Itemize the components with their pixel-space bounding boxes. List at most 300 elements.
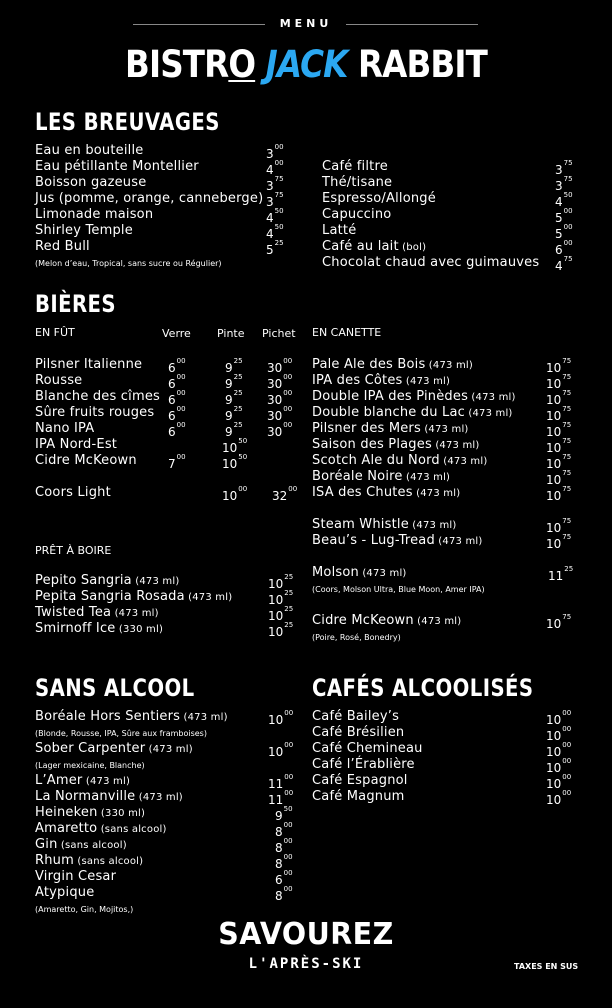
item-price-int: 8 xyxy=(275,889,283,903)
item-price-int: 10 xyxy=(546,489,562,503)
item-name xyxy=(322,255,539,271)
item-name-text: Café Brésilien xyxy=(312,725,405,740)
item-price xyxy=(268,709,293,728)
item-name-text: Amaretto xyxy=(35,821,98,836)
boreale-note: (Blonde, Rousse, IPA, Sûre aux framboises) xyxy=(35,729,207,738)
item-name xyxy=(35,143,144,159)
item-price-int: 10 xyxy=(546,441,562,455)
pint-price-dec: 00 xyxy=(238,485,248,493)
pint-price-int: 10 xyxy=(222,489,238,503)
item-size: (473 ml) xyxy=(111,608,159,619)
item-name-text: Latté xyxy=(322,223,357,238)
item-price-dec: 00 xyxy=(283,853,293,861)
item-price-dec: 00 xyxy=(562,709,572,717)
pint-price-dec: 25 xyxy=(233,421,243,429)
item-name xyxy=(312,389,516,406)
item-name-text: Thé/tisane xyxy=(322,175,393,190)
item-price-dec: 00 xyxy=(274,159,284,167)
item-price-dec: 75 xyxy=(562,373,572,381)
pint-price-dec: 50 xyxy=(238,437,248,445)
item-price-int: 10 xyxy=(546,713,562,727)
item-price-dec: 00 xyxy=(563,207,573,215)
item-name xyxy=(312,773,408,789)
item-name xyxy=(35,373,82,389)
pint-price-dec: 25 xyxy=(233,373,243,381)
item-price xyxy=(548,565,573,584)
item-price-int: 3 xyxy=(555,163,563,177)
item-name-text: Eau en bouteille xyxy=(35,143,144,158)
item-price-int: 5 xyxy=(555,211,563,225)
menu-label: MENU xyxy=(279,17,333,30)
section-title-non-alcoholic: SANS ALCOOL xyxy=(35,674,195,702)
pint-price-int: 9 xyxy=(225,393,233,407)
item-name-text: Café filtre xyxy=(322,159,388,174)
item-size: (473 ml) xyxy=(420,424,469,435)
pitcher-price xyxy=(272,485,297,504)
item-price-dec: 25 xyxy=(274,239,284,247)
item-name xyxy=(35,589,232,606)
pitcher-price-dec: 00 xyxy=(283,373,293,381)
item-price-int: 3 xyxy=(266,195,274,209)
item-size: (473 ml) xyxy=(412,488,461,499)
item-price-int: 4 xyxy=(266,227,274,241)
item-price-dec: 50 xyxy=(274,223,284,231)
item-size: (473 ml) xyxy=(425,360,473,371)
item-price-int: 4 xyxy=(266,163,274,177)
item-name-text: IPA Nord-Est xyxy=(35,437,118,452)
item-price-int: 11 xyxy=(268,777,284,791)
item-price-int: 6 xyxy=(555,243,563,257)
glass-price xyxy=(168,421,186,440)
item-price-dec: 00 xyxy=(284,709,294,717)
glass-price-dec: 00 xyxy=(176,453,186,461)
glass-price xyxy=(168,453,186,472)
pint-price xyxy=(222,453,247,472)
item-price-int: 10 xyxy=(268,609,284,623)
item-name xyxy=(35,573,179,590)
item-price-int: 3 xyxy=(555,179,563,193)
item-price-dec: 00 xyxy=(283,885,293,893)
item-price-int: 10 xyxy=(546,729,562,743)
item-price-dec: 75 xyxy=(563,159,573,167)
item-name-text: Sober Carpenter xyxy=(35,741,146,756)
item-name xyxy=(312,469,450,486)
item-name-text: Café Espagnol xyxy=(312,773,408,788)
item-price-dec: 25 xyxy=(284,573,294,581)
item-name-text: Rhum xyxy=(35,853,74,868)
item-name-text: Molson xyxy=(312,565,359,580)
item-name-text: Scotch Ale du Nord xyxy=(312,453,440,468)
pint-price-int: 10 xyxy=(222,441,238,455)
item-name xyxy=(312,373,450,390)
item-name-text: Espresso/Allongé xyxy=(322,191,436,206)
cidre-note: (Poire, Rosé, Bonedry) xyxy=(312,633,401,642)
item-name-text: Boisson gazeuse xyxy=(35,175,147,190)
item-price-int: 9 xyxy=(275,809,283,823)
item-price-dec: 75 xyxy=(274,175,284,183)
item-price xyxy=(555,255,573,274)
item-name-text: Twisted Tea xyxy=(35,605,112,620)
item-price-dec: 75 xyxy=(562,389,572,397)
item-name-text: Pepito Sangria xyxy=(35,573,132,588)
pitcher-price-int: 30 xyxy=(267,393,283,407)
pitcher-price-dec: 00 xyxy=(283,357,293,365)
item-price-int: 10 xyxy=(546,537,562,551)
item-price-dec: 00 xyxy=(562,725,572,733)
item-name xyxy=(312,517,456,534)
item-name-text: Red Bull xyxy=(35,239,90,254)
item-name xyxy=(312,437,480,454)
item-price-dec: 25 xyxy=(284,605,294,613)
pitcher-price-dec: 00 xyxy=(283,421,293,429)
item-name-text: Heineken xyxy=(35,805,98,820)
item-name xyxy=(35,453,137,469)
pint-price-int: 9 xyxy=(225,377,233,391)
item-name xyxy=(322,239,426,256)
item-size: (sans alcool) xyxy=(97,824,167,835)
footer-title: SAVOUREZ xyxy=(218,917,394,952)
item-price-int: 10 xyxy=(546,761,562,775)
item-name xyxy=(35,869,116,885)
glass-price-int: 6 xyxy=(168,425,176,439)
draft-label: EN FÛT xyxy=(35,326,75,339)
item-name xyxy=(312,405,513,422)
item-size: (330 ml) xyxy=(115,624,164,635)
brand-right: RABBIT xyxy=(357,43,487,86)
item-price-int: 10 xyxy=(546,745,562,759)
item-name-text: Jus (pomme, orange, canneberge) xyxy=(35,191,264,206)
item-price-dec: 25 xyxy=(284,621,294,629)
item-size: (473 ml) xyxy=(413,616,462,627)
item-name xyxy=(35,437,117,453)
item-name xyxy=(35,207,153,223)
item-name-text: Pilsner des Mers xyxy=(312,421,421,436)
draft-col-glass: Verre xyxy=(162,327,191,340)
item-name xyxy=(35,159,199,175)
item-price-int: 11 xyxy=(548,569,564,583)
draft-col-pint: Pinte xyxy=(217,327,245,340)
item-name xyxy=(312,533,482,550)
item-name xyxy=(322,175,392,191)
item-price-dec: 75 xyxy=(562,485,572,493)
ready-label: PRÊT À BOIRE xyxy=(35,544,112,557)
item-price-dec: 50 xyxy=(283,805,293,813)
item-name xyxy=(35,405,154,421)
item-price-dec: 25 xyxy=(564,565,574,573)
item-name xyxy=(35,175,146,191)
taxes-note: TAXES EN SUS xyxy=(514,962,579,971)
item-name xyxy=(35,821,167,838)
item-size: (473 ml) xyxy=(184,592,233,603)
glass-price-int: 7 xyxy=(168,457,176,471)
item-name-text: Capuccino xyxy=(322,207,392,222)
item-price xyxy=(546,533,571,552)
item-name xyxy=(322,223,356,239)
item-name xyxy=(312,453,487,470)
pitcher-price xyxy=(267,421,292,440)
pint-price-int: 9 xyxy=(225,425,233,439)
item-price-int: 10 xyxy=(268,713,284,727)
sober-note: (Lager mexicaine, Blanche) xyxy=(35,761,145,770)
item-name-text: Pilsner Italienne xyxy=(35,357,143,372)
section-title-alcoholic-coffees: CAFÉS ALCOOLISÉS xyxy=(312,674,534,702)
item-price-int: 10 xyxy=(546,777,562,791)
item-price-int: 3 xyxy=(266,179,274,193)
item-price-dec: 25 xyxy=(284,589,294,597)
pint-price-int: 9 xyxy=(225,361,233,375)
item-price-int: 10 xyxy=(546,409,562,423)
item-name xyxy=(35,191,263,207)
pitcher-price-int: 30 xyxy=(267,425,283,439)
section-title-beverages: LES BREUVAGES xyxy=(35,108,220,136)
item-name-text: ISA des Chutes xyxy=(312,485,413,500)
item-price-int: 8 xyxy=(275,825,283,839)
item-price-dec: 00 xyxy=(563,239,573,247)
item-name xyxy=(312,485,460,502)
item-name xyxy=(322,207,391,223)
pint-price-dec: 25 xyxy=(233,405,243,413)
item-price-int: 10 xyxy=(546,793,562,807)
item-size: (473 ml) xyxy=(135,792,183,803)
item-name xyxy=(35,621,163,638)
pint-price xyxy=(222,485,247,504)
item-price-dec: 75 xyxy=(274,191,284,199)
item-name-text: Pale Ale des Bois xyxy=(312,357,426,372)
brand-o: O xyxy=(228,43,256,86)
item-price xyxy=(268,741,293,760)
item-price-dec: 75 xyxy=(562,437,572,445)
item-name xyxy=(35,837,127,854)
item-price-int: 10 xyxy=(546,521,562,535)
item-name-text: Double blanche du Lac xyxy=(312,405,465,420)
brand-jack: JACK xyxy=(265,43,348,86)
pint-price-dec: 25 xyxy=(233,357,243,365)
glass-price-dec: 00 xyxy=(176,373,186,381)
item-price-dec: 00 xyxy=(562,741,572,749)
item-price xyxy=(546,613,571,632)
item-name-text: L’Amer xyxy=(35,773,83,788)
item-name-text: Coors Light xyxy=(35,485,111,500)
item-name-text: IPA des Côtes xyxy=(312,373,403,388)
item-price-dec: 00 xyxy=(562,757,572,765)
pint-price-dec: 50 xyxy=(238,453,248,461)
glass-price-int: 6 xyxy=(168,409,176,423)
item-price-int: 10 xyxy=(546,361,562,375)
item-name-text: Beau’s - Lug-Tread xyxy=(312,533,435,548)
pitcher-price-dec: 00 xyxy=(283,405,293,413)
item-price-int: 4 xyxy=(266,211,274,225)
item-name xyxy=(322,159,388,175)
item-price-dec: 75 xyxy=(562,357,572,365)
item-name-text: Pepita Sangria Rosada xyxy=(35,589,185,604)
item-name xyxy=(312,757,415,773)
item-name xyxy=(35,885,94,901)
item-name-text: Double IPA des Pinèdes xyxy=(312,389,469,404)
pitcher-price-int: 30 xyxy=(267,377,283,391)
item-name xyxy=(35,357,142,373)
item-size: (473 ml) xyxy=(431,440,480,451)
item-size: (473 ml) xyxy=(408,520,457,531)
item-name xyxy=(312,709,399,725)
item-size: (473 ml) xyxy=(402,376,451,387)
pint-price-int: 10 xyxy=(222,457,238,471)
item-name-text: Nano IPA xyxy=(35,421,95,436)
item-name-text: Smirnoff Ice xyxy=(35,621,116,636)
item-price-int: 10 xyxy=(546,457,562,471)
item-name-text: Cidre McKeown xyxy=(35,453,137,468)
item-size: (473 ml) xyxy=(402,472,451,483)
item-price-dec: 00 xyxy=(283,821,293,829)
molson-note: (Coors, Molson Ultra, Blue Moon, Amer IPA) xyxy=(312,585,485,594)
item-name xyxy=(35,805,145,822)
item-name-text: Boréale Hors Sentiers xyxy=(35,709,181,724)
item-price-int: 10 xyxy=(546,473,562,487)
glass-price-int: 6 xyxy=(168,361,176,375)
item-price-int: 3 xyxy=(266,147,274,161)
item-name-text: Steam Whistle xyxy=(312,517,409,532)
item-price-int: 5 xyxy=(555,227,563,241)
draft-col-pitcher: Pichet xyxy=(262,327,296,340)
item-size: (sans alcool) xyxy=(73,856,144,867)
item-size: (473 ml) xyxy=(131,576,180,587)
pitcher-price-int: 32 xyxy=(272,489,288,503)
item-size: (473 ml) xyxy=(358,568,407,579)
section-title-beers: BIÈRES xyxy=(35,290,117,318)
pitcher-price-int: 30 xyxy=(267,409,283,423)
item-price-dec: 50 xyxy=(274,207,284,215)
item-price-int: 10 xyxy=(546,425,562,439)
item-name xyxy=(35,773,130,790)
item-price xyxy=(275,885,293,904)
item-price-dec: 75 xyxy=(562,517,572,525)
brand-logo xyxy=(37,43,576,86)
item-price-dec: 00 xyxy=(274,143,284,151)
item-price-int: 8 xyxy=(275,857,283,871)
item-price-dec: 00 xyxy=(284,741,294,749)
item-name xyxy=(312,741,423,757)
item-size: (473 ml) xyxy=(180,712,228,723)
item-name-text: Café l’Érablière xyxy=(312,757,415,772)
item-price xyxy=(268,621,293,640)
item-name xyxy=(35,239,90,255)
cans-label: EN CANETTE xyxy=(312,326,382,339)
item-size: (473 ml) xyxy=(464,408,513,419)
item-name-text: Café Chemineau xyxy=(312,741,423,756)
pitcher-price-int: 30 xyxy=(267,361,283,375)
pint-price-int: 9 xyxy=(225,409,233,423)
item-price-int: 10 xyxy=(268,745,284,759)
pitcher-price-dec: 00 xyxy=(283,389,293,397)
item-price-int: 10 xyxy=(268,625,284,639)
item-price-dec: 75 xyxy=(562,421,572,429)
glass-price-dec: 00 xyxy=(176,389,186,397)
item-price-int: 6 xyxy=(275,873,283,887)
item-name xyxy=(312,613,461,630)
item-name xyxy=(35,421,94,437)
item-name-text: Gin xyxy=(35,837,58,852)
item-price-dec: 00 xyxy=(562,773,572,781)
item-name xyxy=(322,191,436,207)
item-price-dec: 00 xyxy=(563,223,573,231)
item-name-text: Café Bailey’s xyxy=(312,709,400,724)
item-price-dec: 75 xyxy=(562,405,572,413)
footer-subtitle: L'APRÈS-SKI xyxy=(248,956,364,972)
brand-left: BISTR xyxy=(125,43,229,86)
item-price-dec: 00 xyxy=(284,789,294,797)
item-price-dec: 75 xyxy=(563,255,573,263)
item-name xyxy=(35,485,111,501)
item-price-dec: 00 xyxy=(283,869,293,877)
item-size: (bol) xyxy=(398,242,427,253)
item-size: (473 ml) xyxy=(439,456,488,467)
item-price xyxy=(546,789,571,808)
item-name xyxy=(312,357,473,374)
item-name-text: Boréale Noire xyxy=(312,469,403,484)
item-price xyxy=(546,485,571,504)
item-size: (473 ml) xyxy=(82,776,131,787)
item-name xyxy=(312,565,407,582)
item-name xyxy=(35,709,228,726)
item-size: (473 ml) xyxy=(145,744,193,755)
item-price-int: 10 xyxy=(546,393,562,407)
item-price-dec: 75 xyxy=(562,469,572,477)
item-price-dec: 00 xyxy=(562,789,572,797)
item-name-text: Café Magnum xyxy=(312,789,405,804)
item-price-int: 4 xyxy=(555,195,563,209)
item-price-dec: 75 xyxy=(562,613,572,621)
item-name-text: Shirley Temple xyxy=(35,223,133,238)
item-name-text: Blanche des cîmes xyxy=(35,389,161,404)
item-price-dec: 00 xyxy=(284,773,294,781)
item-name-text: La Normanville xyxy=(35,789,136,804)
item-price-dec: 75 xyxy=(562,533,572,541)
item-name-text: Limonade maison xyxy=(35,207,154,222)
item-price-int: 4 xyxy=(555,259,563,273)
item-size: (sans alcool) xyxy=(57,840,127,851)
item-name-text: Cidre McKeown xyxy=(312,613,414,628)
item-price-int: 5 xyxy=(266,243,274,257)
glass-price-dec: 00 xyxy=(176,421,186,429)
glass-price-dec: 00 xyxy=(176,357,186,365)
red-bull-note: (Melon d’eau, Tropical, sans sucre ou Régulier) xyxy=(35,259,222,268)
item-price-dec: 75 xyxy=(562,453,572,461)
item-name xyxy=(35,789,183,806)
item-name xyxy=(312,789,405,805)
item-price-int: 8 xyxy=(275,841,283,855)
pitcher-price-dec: 00 xyxy=(288,485,298,493)
glass-price-int: 6 xyxy=(168,377,176,391)
item-name-text: Sûre fruits rouges xyxy=(35,405,155,420)
glass-price-dec: 00 xyxy=(176,405,186,413)
item-name xyxy=(35,741,193,758)
item-price-int: 10 xyxy=(268,577,284,591)
item-name xyxy=(35,605,159,622)
item-name-text: Saison des Plages xyxy=(312,437,432,452)
item-price-dec: 00 xyxy=(283,837,293,845)
item-size: (473 ml) xyxy=(468,392,516,403)
item-name-text: Virgin Cesar xyxy=(35,869,117,884)
item-name-text: Eau pétillante Montellier xyxy=(35,159,199,174)
item-name xyxy=(35,853,143,870)
item-name xyxy=(35,389,160,405)
item-price-int: 10 xyxy=(268,593,284,607)
item-price-int: 10 xyxy=(546,617,562,631)
item-name-text: Café au lait xyxy=(322,239,399,254)
item-size: (330 ml) xyxy=(97,808,146,819)
glass-price-int: 6 xyxy=(168,393,176,407)
pint-price-dec: 25 xyxy=(233,389,243,397)
item-price-dec: 50 xyxy=(563,191,573,199)
